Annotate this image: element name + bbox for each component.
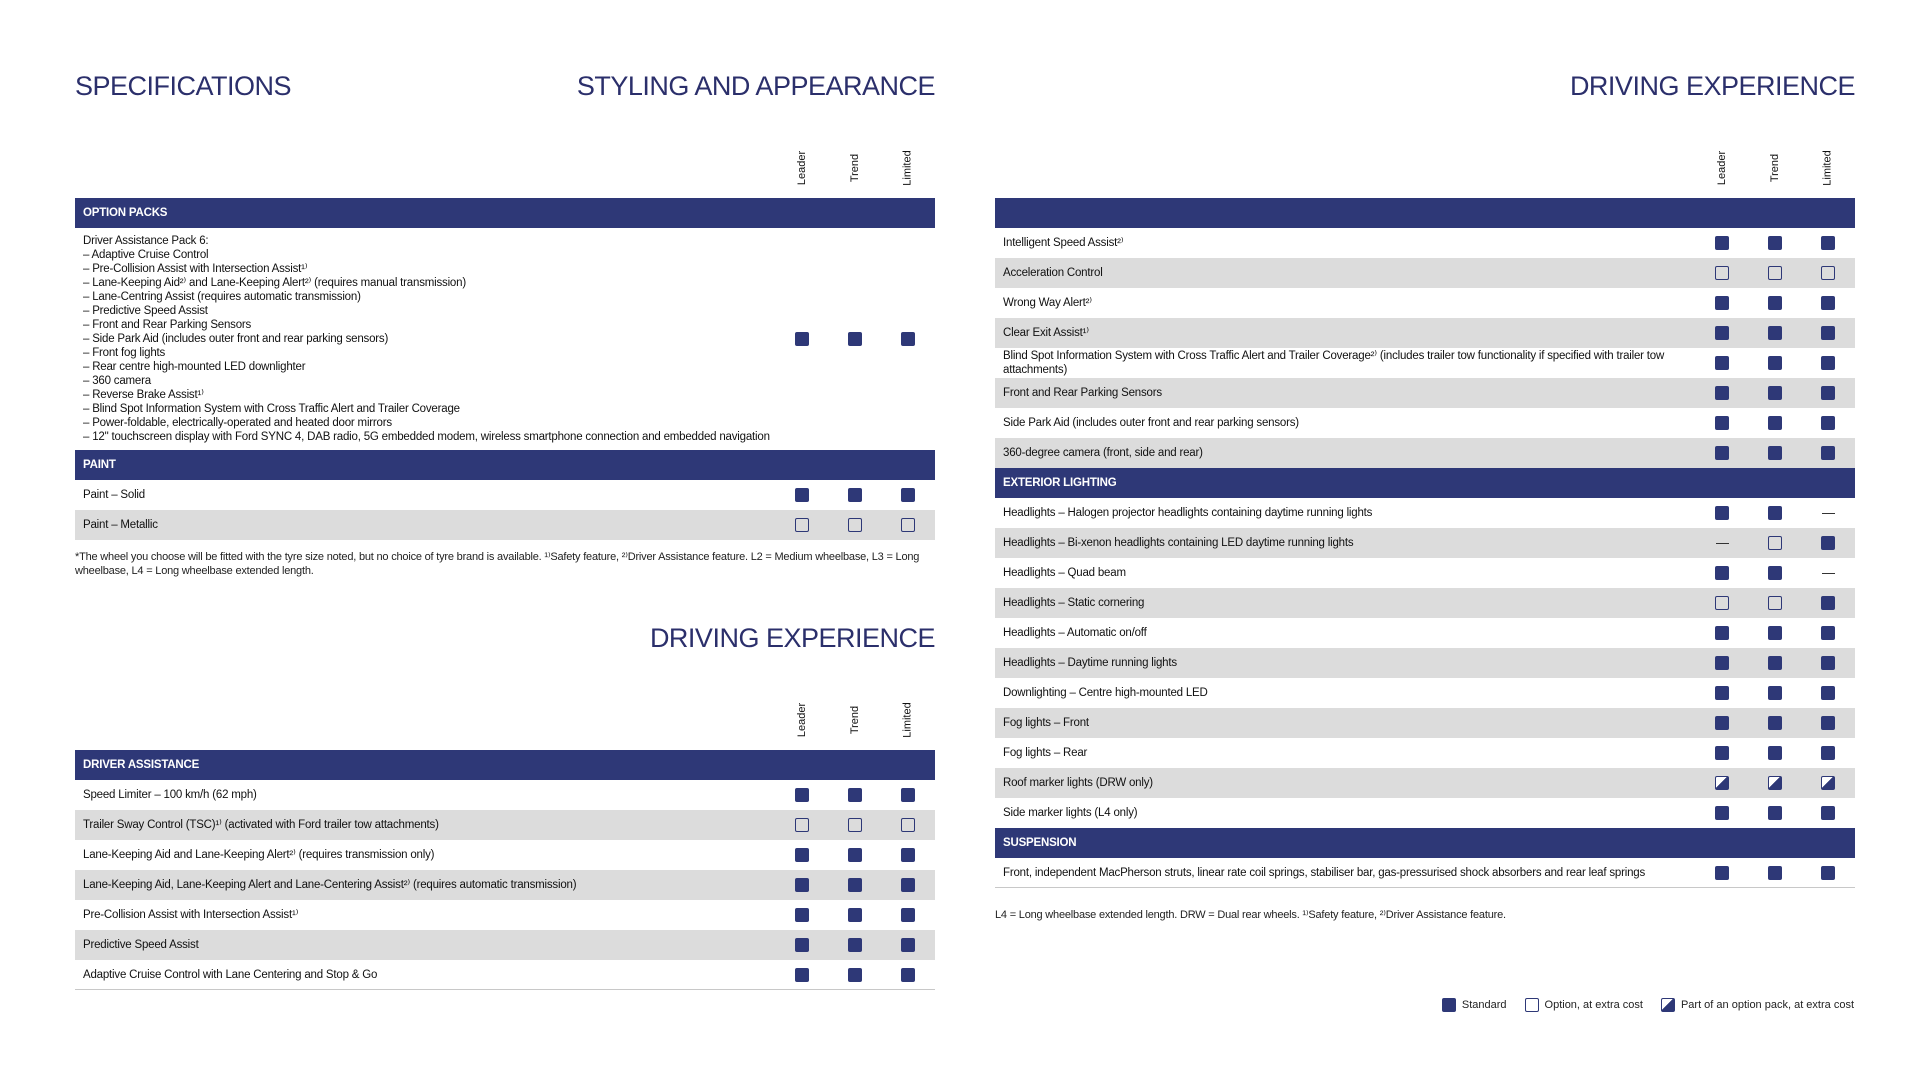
column-header-limited: Limited — [902, 702, 914, 738]
standard-marker-icon — [848, 332, 862, 346]
option-pack-line: – Rear centre high-mounted LED downlighter — [83, 361, 306, 373]
legend — [1442, 998, 1854, 1012]
standard-marker-icon — [1715, 566, 1729, 580]
pack-marker-icon — [1768, 776, 1782, 790]
standard-marker-icon — [1715, 296, 1729, 310]
table-row — [995, 738, 1855, 768]
standard-marker-icon — [795, 848, 809, 862]
standard-marker-icon — [901, 878, 915, 892]
standard-marker-icon — [1821, 416, 1835, 430]
table-row — [995, 618, 1855, 648]
standard-marker-icon — [1768, 656, 1782, 670]
standard-marker-icon — [1715, 416, 1729, 430]
driving-experience-table — [995, 198, 1855, 888]
table-row — [995, 798, 1855, 828]
not-available-dash-icon — [1822, 513, 1835, 514]
pack-marker-icon — [1661, 998, 1675, 1012]
table-row — [995, 498, 1855, 528]
standard-marker-icon — [1715, 386, 1729, 400]
standard-marker-icon — [901, 938, 915, 952]
table-row — [75, 780, 935, 810]
standard-marker-icon — [1768, 386, 1782, 400]
row-label: Lane-Keeping Aid, Lane-Keeping Alert and Lane-Centering Assist²⁾ (requires automatic transmission) — [83, 879, 577, 891]
table-row — [75, 870, 935, 900]
option-pack-line: – 12" touchscreen display with Ford SYNC 4, DAB radio, 5G embedded modem, wireless smartphone connection and embedded navigation — [83, 431, 770, 443]
standard-marker-icon — [848, 968, 862, 982]
option-pack-row — [75, 228, 935, 450]
standard-marker-icon — [1821, 356, 1835, 370]
standard-marker-icon — [1821, 446, 1835, 460]
standard-marker-icon — [1768, 866, 1782, 880]
standard-marker-icon — [1715, 656, 1729, 670]
row-label: Paint – Metallic — [83, 519, 158, 531]
row-label: Roof marker lights (DRW only) — [1003, 777, 1153, 789]
standard-marker-icon — [848, 788, 862, 802]
standard-marker-icon — [795, 878, 809, 892]
option-marker-icon — [795, 518, 809, 532]
row-label: Front and Rear Parking Sensors — [1003, 387, 1162, 399]
table-row — [995, 258, 1855, 288]
row-label: Clear Exit Assist¹⁾ — [1003, 327, 1089, 339]
standard-marker-icon — [1821, 386, 1835, 400]
table-row — [995, 708, 1855, 738]
section-header-option-packs: OPTION PACKS — [75, 198, 935, 228]
table-row — [995, 528, 1855, 558]
standard-marker-icon — [1821, 716, 1835, 730]
pack-marker-icon — [1715, 776, 1729, 790]
standard-marker-icon — [1821, 686, 1835, 700]
standard-marker-icon — [1768, 716, 1782, 730]
standard-marker-icon — [1715, 446, 1729, 460]
legend-standard — [1442, 998, 1507, 1012]
standard-marker-icon — [795, 968, 809, 982]
standard-marker-icon — [901, 968, 915, 982]
row-label: Fog lights – Rear — [1003, 747, 1088, 759]
table-row — [995, 858, 1855, 888]
option-marker-icon — [1768, 596, 1782, 610]
section-header-paint: PAINT — [75, 450, 935, 480]
option-pack-line: Driver Assistance Pack 6: — [83, 235, 209, 247]
standard-marker-icon — [1768, 356, 1782, 370]
standard-marker-icon — [901, 788, 915, 802]
row-label: Acceleration Control — [1003, 267, 1103, 279]
row-label: Adaptive Cruise Control with Lane Centering and Stop & Go — [83, 968, 378, 981]
standard-marker-icon — [795, 908, 809, 922]
table-row — [75, 960, 935, 990]
table-row — [995, 228, 1855, 258]
standard-marker-icon — [901, 848, 915, 862]
row-label: Headlights – Daytime running lights — [1003, 657, 1177, 669]
standard-marker-icon — [1715, 326, 1729, 340]
option-marker-icon — [901, 818, 915, 832]
standard-marker-icon — [795, 488, 809, 502]
legend-option — [1525, 998, 1643, 1012]
row-label: Lane-Keeping Aid and Lane-Keeping Alert²⁾ (requires transmission only) — [83, 849, 435, 861]
section-title-styling: STYLING AND APPEARANCE — [576, 71, 935, 101]
row-label: Headlights – Bi-xenon headlights containing LED daytime running lights — [1003, 537, 1354, 549]
standard-marker-icon — [1821, 236, 1835, 250]
standard-marker-icon — [901, 488, 915, 502]
option-marker-icon — [1821, 266, 1835, 280]
standard-marker-icon — [1821, 866, 1835, 880]
section-title-driving-right: DRIVING EXPERIENCE — [1569, 71, 1855, 101]
option-pack-line: – Reverse Brake Assist¹⁾ — [83, 389, 204, 401]
not-available-dash-icon — [1716, 543, 1729, 544]
standard-marker-icon — [1821, 596, 1835, 610]
standard-marker-icon — [1768, 296, 1782, 310]
option-pack-line: – Adaptive Cruise Control — [83, 249, 209, 261]
standard-marker-icon — [848, 848, 862, 862]
standard-marker-icon — [1821, 536, 1835, 550]
table-row — [995, 348, 1855, 378]
standard-marker-icon — [1768, 566, 1782, 580]
row-label: Front, independent MacPherson struts, linear rate coil springs, stabiliser bar, gas-pressurised shock absorbers and rear leaf springs — [1003, 866, 1646, 879]
column-header-leader: Leader — [1716, 150, 1729, 186]
standard-marker-icon — [1768, 446, 1782, 460]
table-row — [995, 648, 1855, 678]
row-label: Intelligent Speed Assist²⁾ — [1003, 237, 1124, 249]
table-row — [995, 378, 1855, 408]
option-marker-icon — [795, 818, 809, 832]
option-pack-description — [83, 234, 770, 444]
standard-marker-icon — [1768, 746, 1782, 760]
row-label: Side Park Aid (includes outer front and rear parking sensors) — [1003, 417, 1299, 429]
not-available-dash-icon — [1822, 573, 1835, 574]
standard-marker-icon — [901, 908, 915, 922]
standard-marker-icon — [1715, 506, 1729, 520]
column-header-trend: Trend — [849, 705, 862, 735]
table-row — [995, 558, 1855, 588]
row-label: Blind Spot Information System with Cross Traffic Alert and Trailer Coverage²⁾ (includes trailer tow functionality if specified with trailer tow attachments) — [1003, 350, 1665, 376]
standard-marker-icon — [1768, 806, 1782, 820]
row-label: Speed Limiter – 100 km/h (62 mph) — [83, 789, 257, 801]
option-marker-icon — [1525, 998, 1539, 1012]
option-marker-icon — [1715, 596, 1729, 610]
option-marker-icon — [848, 818, 862, 832]
standard-marker-icon — [795, 788, 809, 802]
option-marker-icon — [1768, 536, 1782, 550]
row-label: Headlights – Automatic on/off — [1003, 627, 1147, 639]
driver-assistance-table — [75, 750, 935, 990]
styling-appearance-table — [75, 198, 935, 540]
standard-marker-icon — [1768, 416, 1782, 430]
row-label: Trailer Sway Control (TSC)¹⁾ (activated with Ford trailer tow attachments) — [83, 819, 439, 831]
column-header-limited: Limited — [1822, 150, 1834, 186]
standard-marker-icon — [1715, 236, 1729, 250]
section-header-blank — [995, 198, 1855, 228]
page-title-specifications: SPECIFICATIONS — [75, 71, 292, 101]
option-pack-line: – Front and Rear Parking Sensors — [83, 319, 252, 331]
standard-marker-icon — [795, 938, 809, 952]
standard-marker-icon — [1821, 806, 1835, 820]
standard-marker-icon — [848, 878, 862, 892]
row-label: Paint – Solid — [83, 489, 145, 501]
standard-marker-icon — [1768, 626, 1782, 640]
option-pack-line: – 360 camera — [83, 375, 151, 387]
option-pack-line: – Blind Spot Information System with Cross Traffic Alert and Trailer Coverage — [83, 403, 460, 415]
table-row — [75, 510, 935, 540]
table-row — [995, 288, 1855, 318]
table-row — [995, 408, 1855, 438]
legend-pack — [1661, 998, 1854, 1012]
standard-marker-icon — [1715, 716, 1729, 730]
column-headers — [1712, 141, 1842, 195]
option-marker-icon — [1768, 266, 1782, 280]
standard-marker-icon — [1768, 506, 1782, 520]
standard-marker-icon — [1768, 326, 1782, 340]
row-label: Side marker lights (L4 only) — [1003, 807, 1138, 819]
option-pack-line: – Lane-Keeping Aid²⁾ and Lane-Keeping Alert²⁾ (requires manual transmission) — [83, 277, 466, 289]
option-pack-line: – Power-foldable, electrically-operated and heated door mirrors — [83, 417, 392, 429]
table-row — [995, 768, 1855, 798]
standard-marker-icon — [848, 908, 862, 922]
standard-marker-icon — [1442, 998, 1456, 1012]
standard-marker-icon — [901, 332, 915, 346]
row-label: Headlights – Quad beam — [1003, 567, 1126, 579]
standard-marker-icon — [1821, 326, 1835, 340]
footnote-styling: *The wheel you choose will be fitted with the tyre size noted, but no choice of tyre brand is available. ¹⁾Safety feature, ²⁾Driver Assistance feature. L2 = Medium wheelbase, L3 = Long wheelbase, L4 = Long wheelbase extended length. — [75, 551, 920, 577]
standard-marker-icon — [848, 488, 862, 502]
standard-marker-icon — [1821, 656, 1835, 670]
column-header-leader: Leader — [796, 150, 809, 186]
standard-marker-icon — [1715, 746, 1729, 760]
table-row — [75, 480, 935, 510]
footnote-driving: L4 = Long wheelbase extended length. DRW = Dual rear wheels. ¹⁾Safety feature, ²⁾Driver Assistance feature. — [995, 909, 1506, 921]
option-marker-icon — [901, 518, 915, 532]
standard-marker-icon — [1821, 296, 1835, 310]
standard-marker-icon — [1715, 866, 1729, 880]
row-label: Fog lights – Front — [1003, 717, 1089, 729]
table-row — [995, 588, 1855, 618]
option-pack-line: – Lane-Centring Assist (requires automatic transmission) — [83, 291, 361, 303]
standard-marker-icon — [1821, 626, 1835, 640]
option-pack-line: – Front fog lights — [83, 347, 166, 359]
table-row — [995, 318, 1855, 348]
standard-marker-icon — [1768, 236, 1782, 250]
table-row — [75, 900, 935, 930]
column-header-trend: Trend — [1769, 153, 1782, 183]
section-header-driver-assistance: DRIVER ASSISTANCE — [75, 750, 935, 780]
section-header-exterior-lighting: EXTERIOR LIGHTING — [995, 468, 1855, 498]
row-label: Headlights – Static cornering — [1003, 597, 1145, 609]
standard-marker-icon — [848, 938, 862, 952]
row-label: Pre-Collision Assist with Intersection Assist¹⁾ — [83, 909, 299, 921]
table-row — [75, 930, 935, 960]
row-label: Wrong Way Alert²⁾ — [1003, 297, 1092, 309]
section-header-suspension: SUSPENSION — [995, 828, 1855, 858]
table-row — [75, 810, 935, 840]
column-header-trend: Trend — [849, 153, 862, 183]
standard-marker-icon — [1715, 806, 1729, 820]
standard-marker-icon — [1715, 356, 1729, 370]
standard-marker-icon — [1715, 626, 1729, 640]
column-header-leader: Leader — [796, 702, 809, 738]
table-row — [995, 678, 1855, 708]
column-headers — [792, 693, 922, 747]
legend-option-label: Option, at extra cost — [1544, 999, 1643, 1011]
standard-marker-icon — [795, 332, 809, 346]
table-row — [995, 438, 1855, 468]
legend-pack-label: Part of an option pack, at extra cost — [1680, 999, 1854, 1011]
row-label: 360-degree camera (front, side and rear) — [1003, 447, 1203, 459]
row-label: Downlighting – Centre high-mounted LED — [1003, 687, 1208, 699]
section-title-driving-left: DRIVING EXPERIENCE — [649, 623, 935, 653]
legend-standard-label: Standard — [1461, 999, 1507, 1011]
option-marker-icon — [848, 518, 862, 532]
standard-marker-icon — [1768, 686, 1782, 700]
column-headers — [792, 141, 922, 195]
standard-marker-icon — [1821, 746, 1835, 760]
table-row — [75, 840, 935, 870]
row-label: Headlights – Halogen projector headlights containing daytime running lights — [1003, 507, 1373, 519]
pack-marker-icon — [1821, 776, 1835, 790]
standard-marker-icon — [1715, 686, 1729, 700]
option-pack-line: – Side Park Aid (includes outer front and rear parking sensors) — [83, 333, 389, 345]
option-pack-line: – Predictive Speed Assist — [83, 305, 208, 317]
option-marker-icon — [1715, 266, 1729, 280]
column-header-limited: Limited — [902, 150, 914, 186]
row-label: Predictive Speed Assist — [83, 939, 199, 951]
option-pack-line: – Pre-Collision Assist with Intersection Assist¹⁾ — [83, 263, 308, 275]
